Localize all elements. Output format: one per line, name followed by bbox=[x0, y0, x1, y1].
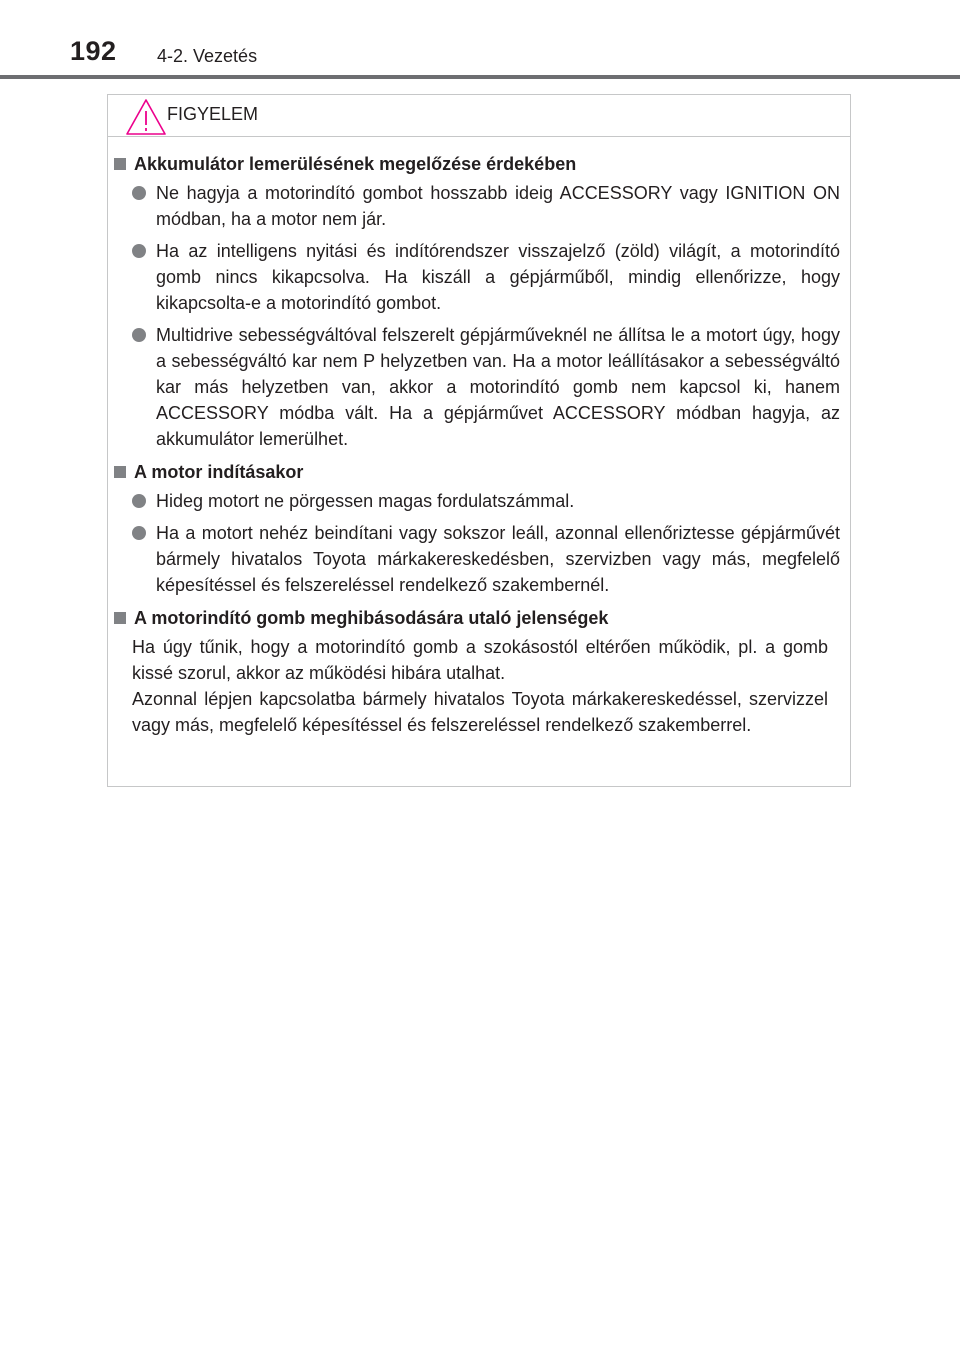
header-divider bbox=[0, 75, 960, 79]
square-bullet-icon bbox=[114, 466, 126, 478]
warning-body bbox=[108, 151, 850, 745]
square-bullet-icon bbox=[114, 158, 126, 170]
warning-triangle-icon bbox=[124, 97, 168, 137]
warning-section-battery bbox=[108, 151, 850, 452]
list-item bbox=[132, 322, 840, 452]
list-item-text: Ne hagyja a motorindító gombot hosszabb ideig ACCESSORY vagy IGNITION ON módban, ha a motor nem jár. bbox=[156, 183, 840, 229]
paragraph: Ha úgy tűnik, hogy a motorindító gomb a szokásostól eltérően működik, pl. a gomb kissé szorul, akkor az működési hibára utalhat. bbox=[132, 637, 828, 683]
page-number: 192 bbox=[70, 36, 117, 66]
section-heading bbox=[108, 151, 850, 177]
list-item bbox=[132, 520, 840, 598]
section-heading-text: A motor indításakor bbox=[134, 462, 304, 482]
paragraph: Azonnal lépjen kapcsolatba bármely hivatalos Toyota márkakereskedéssel, szervizzel vagy más, megfelelő képesítéssel és felszereléssel rendelkező szakemberrel. bbox=[132, 689, 828, 735]
square-bullet-icon bbox=[114, 612, 126, 624]
list-item-text: Hideg motort ne pörgessen magas fordulatszámmal. bbox=[156, 491, 575, 511]
dot-bullet-icon bbox=[132, 494, 146, 508]
warning-header bbox=[108, 95, 850, 137]
list-item-text: Multidrive sebességváltóval felszerelt gépjárműveknél ne állítsa le a motort úgy, hogy a sebességváltó kar nem P helyzetben van. Ha a motor leállításakor a sebességváltó kar más helyzetben van, akkor a motorindító gomb nem kapcsol ki, hanem ACCESSORY módba vált. Ha a gépjárművet ACCESSORY módban hagyja, az akkumulátor lemerülhet. bbox=[156, 325, 840, 449]
section-heading-text: A motorindító gomb meghibásodására utaló jelenségek bbox=[134, 608, 609, 628]
warning-box bbox=[107, 94, 851, 787]
list-item bbox=[132, 238, 840, 316]
section-title: 4-2. Vezetés bbox=[157, 46, 258, 66]
dot-bullet-icon bbox=[132, 244, 146, 258]
warning-label: FIGYELEM bbox=[167, 104, 259, 124]
section-heading-text: Akkumulátor lemerülésének megelőzése érdekében bbox=[134, 154, 577, 174]
warning-section-button-fault bbox=[108, 605, 850, 738]
list-item bbox=[132, 180, 840, 232]
list-item bbox=[132, 488, 840, 514]
list-item-text: Ha az intelligens nyitási és indítórendszer visszajelző (zöld) világít, a motorindító gomb nincs kikapcsolva. Ha kiszáll a gépjárműből, mindig ellenőrizze, hogy kikapcsolta-e a motorindító gombot. bbox=[156, 241, 840, 313]
warning-section-engine-start bbox=[108, 459, 850, 598]
list-item-text: Ha a motort nehéz beindítani vagy sokszor leáll, azonnal ellenőriztesse gépjárművét bármely hivatalos Toyota márkakereskedésben, szervizben vagy más, megfelelő képesítéssel és felszereléssel rendelkező szakembernél. bbox=[156, 523, 840, 595]
section-heading bbox=[108, 605, 850, 631]
dot-bullet-icon bbox=[132, 186, 146, 200]
dot-bullet-icon bbox=[132, 526, 146, 540]
dot-bullet-icon bbox=[132, 328, 146, 342]
section-heading bbox=[108, 459, 850, 485]
page-header bbox=[0, 0, 960, 80]
